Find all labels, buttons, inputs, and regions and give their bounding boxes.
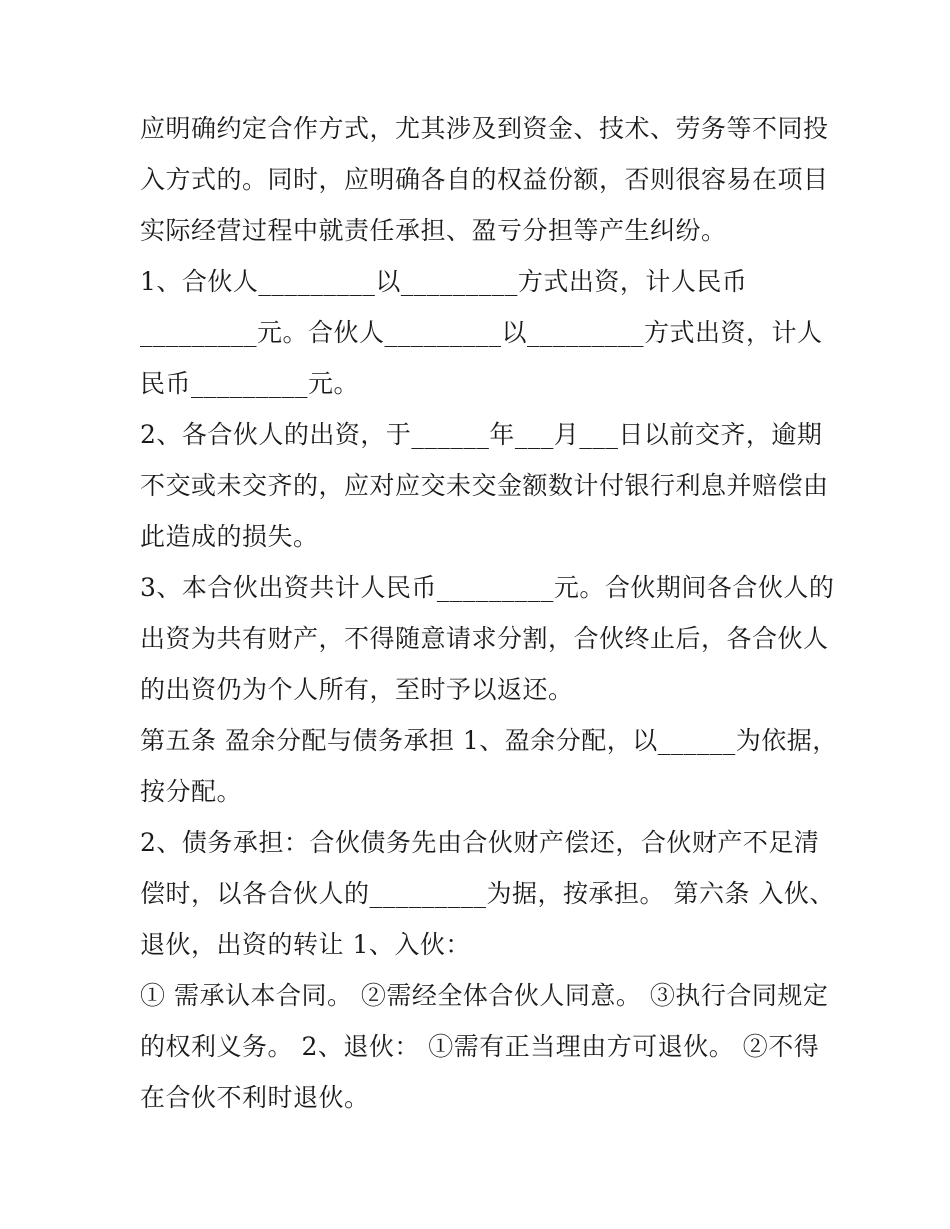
text-line: 3、本合伙出资共计人民币_________元。合伙期间各合伙人的: [140, 573, 835, 602]
text-line: 在合伙不利时退伙。: [140, 1083, 370, 1112]
document-page: [140, 103, 838, 1123]
text-line: _________元。合伙人_________以_________方式出资，计人: [140, 318, 823, 347]
text-line: 退伙，出资的转让 1、入伙：: [140, 930, 471, 959]
text-line: 实际经营过程中就责任承担、盈亏分担等产生纠纷。: [140, 216, 727, 245]
text-line: 出资为共有财产，不得随意请求分割，合伙终止后，各合伙人: [140, 624, 829, 653]
text-line: 此造成的损失。: [140, 522, 319, 551]
text-line: ① 需承认本合同。 ②需经全体合伙人同意。 ③执行合同规定: [140, 981, 829, 1010]
text-line: 民币_________元。: [140, 369, 360, 398]
text-line: 的出资仍为个人所有，至时予以返还。: [140, 675, 574, 704]
text-line: 偿时，以各合伙人的_________为据，按承担。 第六条 入伙、: [140, 879, 835, 908]
text-line: 应明确约定合作方式，尤其涉及到资金、技术、劳务等不同投: [140, 114, 829, 143]
text-line: 第五条 盈余分配与债务承担 1、盈余分配，以______为依据，: [140, 726, 838, 755]
text-line: 2、债务承担：合伙债务先由合伙财产偿还，合伙财产不足清: [140, 828, 820, 857]
text-line: 不交或未交齐的，应对应交未交金额数计付银行利息并赔偿由: [140, 471, 829, 500]
text-line: 按分配。: [140, 777, 243, 806]
text-line: 入方式的。同时，应明确各自的权益份额，否则很容易在项目: [140, 165, 829, 194]
text-line: 的权利义务。 2、退伙： ①需有正当理由方可退伙。 ②不得: [140, 1032, 820, 1061]
text-line: 2、各合伙人的出资，于______年___月___日以前交齐，逾期: [140, 420, 823, 449]
text-line: 1、合伙人_________以_________方式出资，计人民币: [140, 267, 748, 296]
